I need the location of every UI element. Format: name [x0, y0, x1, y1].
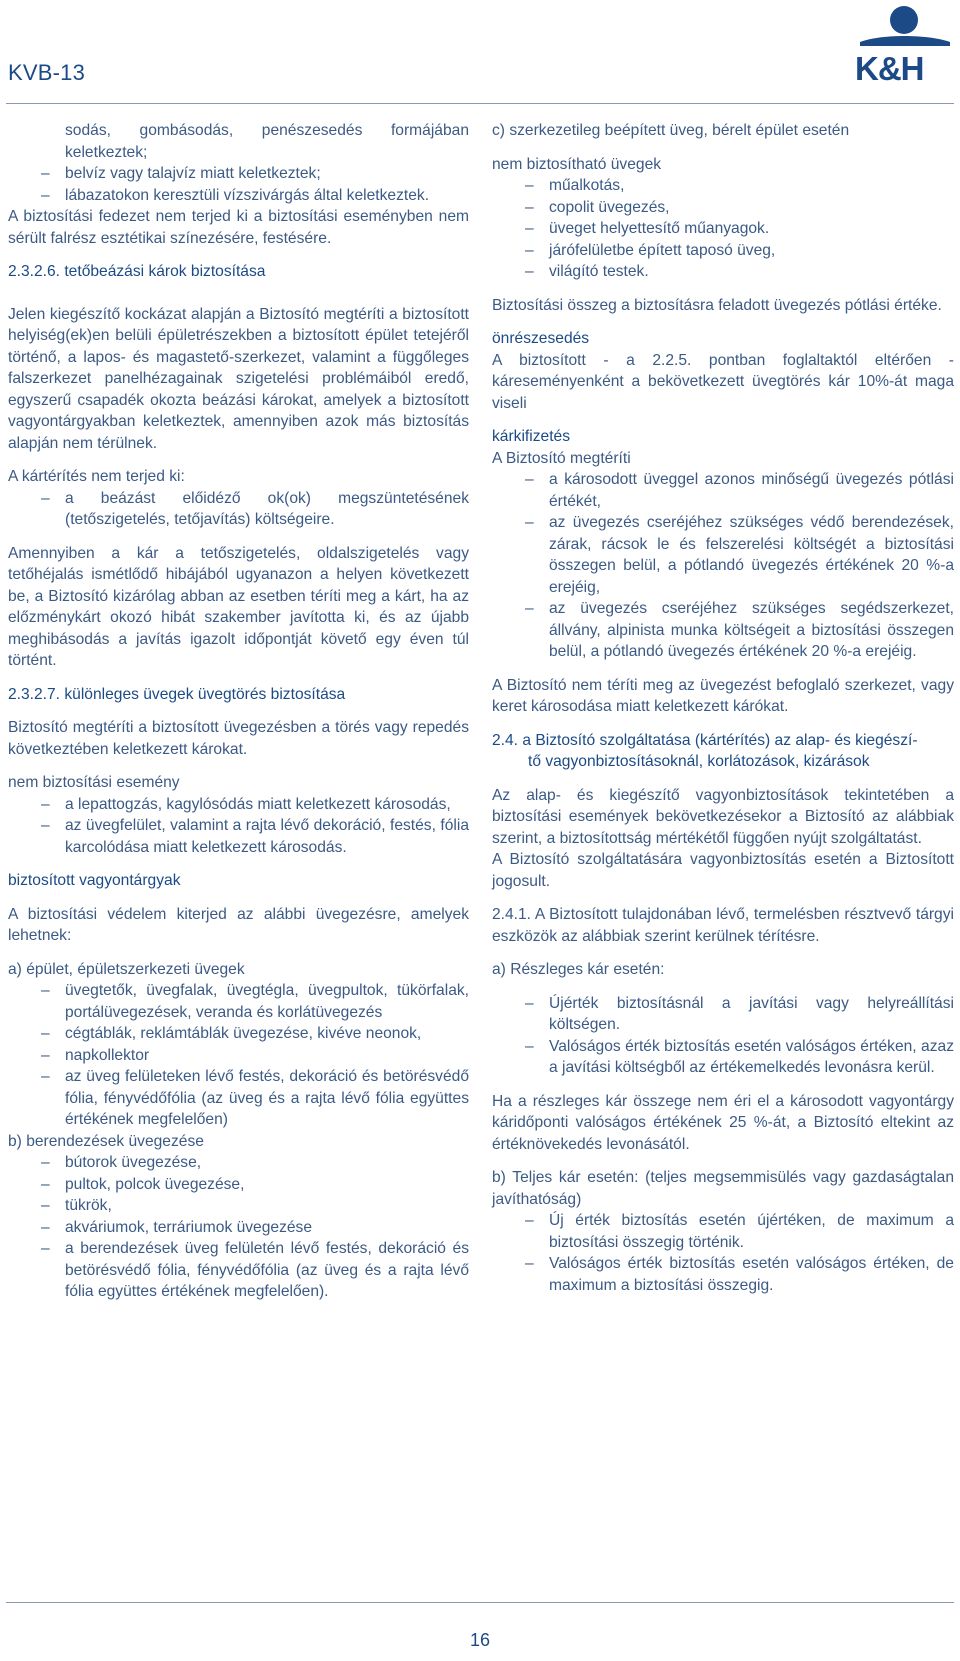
intro-dash-item: – lábazatokon keresztüli vízszivárgás által keletkeztek. [8, 185, 469, 207]
dash-item: – az üvegezés cseréjéhez szükséges védő berendezések, zárak, rácsok le és felszerelési költségét a biztosítási összegen belül, a pótlandó üvegezés értékének 20 %-a erejéig, [492, 512, 954, 598]
section-heading-2-4-cont: tő vagyonbiztosításoknál, korlátozások, kizárások [528, 753, 870, 770]
paragraph: A Biztosító megtéríti [492, 449, 631, 467]
paragraph: A biztosított - a 2.2.5. pontban foglaltaktól eltérően - káreseményenként a bekövetkezett üvegtörés kár 10%-át maga viseli [492, 351, 954, 412]
paragraph: A Biztosító szolgáltatására vagyonbiztosítás esetén a Biztosított jogosult. [492, 851, 954, 890]
dash-item: – a beázást előidéző ok(ok) megszüntetésének (tetőszigetelés, tetőjavítás) költségeire. [8, 488, 469, 531]
dash-item: – cégtáblák, reklámtáblák üvegezése, kivéve neonok, [8, 1023, 469, 1045]
paragraph: Biztosító megtéríti a biztosított üvegezésben a törés vagy repedés következtében keletkezett károkat. [8, 719, 469, 758]
dash-item: – Új érték biztosítás esetén újértéken, de maximum a biztosítási összegig történik. [492, 1210, 954, 1253]
section-heading-2-3-2-7: 2.3.2.7. különleges üvegek üvegtörés biztosítása [8, 685, 346, 703]
dash-item: – az üvegfelület, valamint a rajta lévő dekoráció, festés, fólia karcolódása miatt keletkezett károsodás. [8, 815, 469, 858]
dash-item: – pultok, polcok üvegezése, [8, 1174, 469, 1196]
list-title: a) épület, épületszerkezeti üvegek [8, 960, 245, 978]
document-code: KVB-13 [8, 60, 86, 85]
page-number: 16 [469, 1630, 491, 1650]
dash-item: – Valóságos érték biztosítás esetén valóságos értéken, de maximum a biztosítási összegig. [492, 1253, 954, 1296]
dash-item: – akváriumok, terráriumok üvegezése [8, 1217, 469, 1239]
paragraph: A Biztosító nem téríti meg az üvegezést befoglaló szerkezet, vagy keret károsodása miatt keletkezett kárókat. [492, 676, 954, 715]
paragraph: 2.4.1. A Biztosított tulajdonában lévő, termelésben résztvevő tárgyi eszközök az alábbiak szerint kerülnek térítésre. [492, 906, 954, 945]
dash-item: – az üveg felületeken lévő festés, dekoráció és betörésvédő fólia, fényvédőfólia (az üveg és a rajta lévő fólia együttes értékének megfelelően) [8, 1066, 469, 1131]
list-title: b) Teljes kár esetén: (teljes megsemmisülés vagy gazdaságtalan javíthatóság) [492, 1169, 954, 1208]
right-column [492, 120, 954, 1296]
subheading: nem biztosítható üvegek [492, 155, 662, 173]
paragraph: A biztosítási védelem kiterjed az alábbi üvegezésre, amelyek lehetnek: [8, 905, 469, 944]
left-column [8, 120, 469, 1303]
list-title: c) szerkezetileg beépített üveg, bérelt épület esetén [492, 122, 850, 139]
section-heading-2-4: 2.4. a Biztosító szolgáltatása (kártérítés) az alap- és kiegészí- [492, 731, 918, 749]
dash-item: – tükrök, [8, 1195, 469, 1217]
list-title: a) Részleges kár esetén: [492, 961, 665, 978]
dash-item: – az üvegezés cseréjéhez szükséges segédszerkezet, állvány, alpinista munka költségeit a biztosítási összegen belül, a pótlandó üvegezés értékének 20 %-a erejéig. [492, 598, 954, 663]
paragraph: Biztosítási összeg a biztosításra feladott üvegezés pótlási értéke. [492, 296, 942, 314]
paragraph: Jelen kiegészítő kockázat alapján a Biztosító megtéríti a biztosított helyiség(ek)en belüli épületrészekben a biztosított épület tetejéről történő, a lapos- és magastető-szerkezet, valamint a függőleges falszerkezet panelhézagainak szigetelési problémáiból eredő, egyszerű csapadék okozta beázási károkat, amelyek a biztosított vagyontárgyakban keletkeztek, amennyiben azok más biztosítás alapján nem térülnek. [8, 305, 469, 452]
paragraph: Ha a részleges kár összege nem éri el a károsodott vagyontárgy káridőponti valóságos értékének 25 %-át, a Biztosító eltekint az értéknövekedés levonásától. [492, 1092, 954, 1153]
footer-divider [6, 1602, 954, 1603]
subheading-karkifizetes: kárkifizetés [492, 428, 570, 445]
section-heading-2-3-2-6: 2.3.2.6. tetőbeázási károk biztosítása [8, 263, 266, 280]
subheading-biztositott-vagyontargyak: biztosított vagyontárgyak [8, 872, 181, 889]
dash-item: – copolit üvegezés, [492, 197, 954, 219]
dash-item: – üveget helyettesítő műanyagok. [492, 218, 954, 240]
dash-item: – Újérték biztosításnál a javítási vagy helyreállítási költségen. [492, 993, 954, 1036]
dash-item: – üvegtetők, üvegfalak, üvegtégla, üvegpultok, tükörfalak, portálüvegezések, veranda és korlátüvegezés [8, 980, 469, 1023]
dash-item: – világító testek. [492, 261, 954, 283]
list-title: b) berendezések üvegezése [8, 1132, 204, 1150]
paragraph: Amennyiben a kár a tetőszigetelés, oldalszigetelés vagy tetőhéjalás ismétlődő hibájából ugyanazon a helyen következett be, a Biztosító kizárólag abban az esetben téríti meg a kárt, ha az előzménykárt okozó hibát szakember javította ki, és az újabb meghibásodás a javítás igazolt időpontját követő egy éven túl történt. [8, 544, 469, 669]
dash-item: – Valóságos érték biztosítás esetén valóságos értéken, azaz a javítási költségből az értékemelkedés levonásra kerül. [492, 1036, 954, 1079]
intro-tail: A biztosítási fedezet nem terjed ki a biztosítási eseményben nem sérült falrész esztétikai színezésére, festésére. [8, 208, 469, 247]
subheading: nem biztosítási esemény [8, 774, 180, 791]
intro-continuation: sodás, gombásodás, penészesedés formájában keletkeztek; [65, 122, 469, 161]
dash-item: – a károsodott üveggel azonos minőségű üvegezés pótlási értékét, [492, 469, 954, 512]
dash-item: – a berendezések üveg felületén lévő festés, dekoráció és betörésvédő fólia, fényvédőfólia (az üveg és a rajta lévő fólia együttes értékének megfelelően). [8, 1238, 469, 1303]
dash-item: – napkollektor [8, 1045, 469, 1067]
header-divider [6, 103, 954, 104]
dash-item: – bútorok üvegezése, [8, 1152, 469, 1174]
dash-item: – a lepattogzás, kagylósódás miatt keletkezett károsodás, [8, 794, 469, 816]
paragraph: A kártérítés nem terjed ki: [8, 468, 185, 485]
kh-logo-text: K&H [855, 50, 924, 87]
paragraph: Az alap- és kiegészítő vagyonbiztosítások tekintetében a biztosítási események bekövetkezésekor a Biztosító az alábbiak szerint, a biztosítottság mértékétől függően nyújt szolgáltatást. [492, 786, 954, 847]
dash-item: – járófelületbe épített taposó üveg, [492, 240, 954, 262]
subheading-onreszesedes: önrészesedés [492, 330, 590, 347]
intro-dash-item: – belvíz vagy talajvíz miatt keletkeztek; [8, 163, 469, 185]
dash-item: – műalkotás, [492, 175, 954, 197]
